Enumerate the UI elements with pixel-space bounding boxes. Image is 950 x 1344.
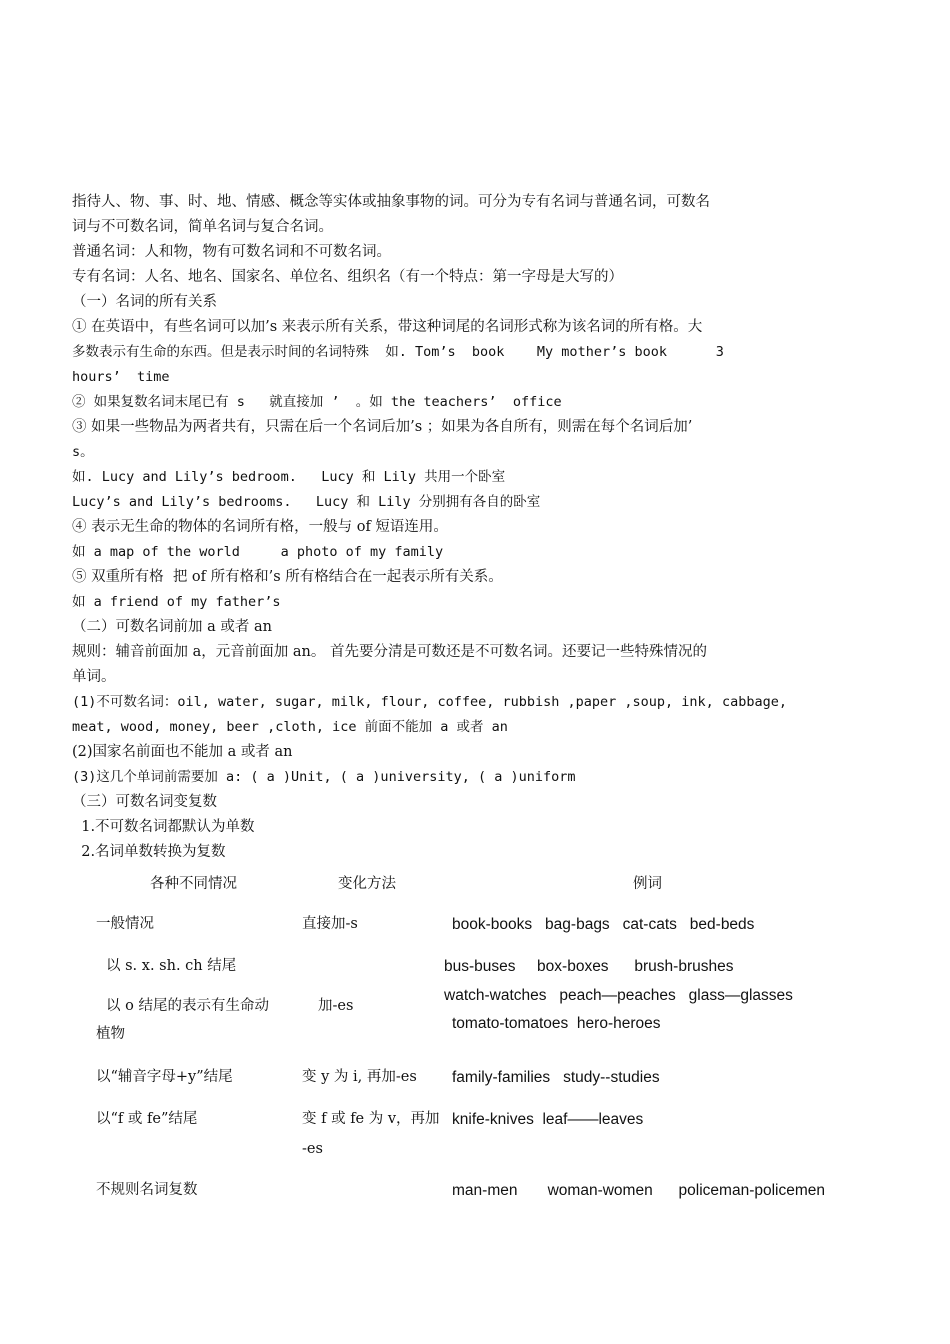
list-item: 2.名词单数转换为复数	[72, 844, 226, 860]
table-header-situation: 各种不同情况	[150, 876, 237, 892]
table-header-method: 变化方法	[338, 876, 396, 892]
table-cell-method: 变 y 为 i, 再加-es	[302, 1069, 417, 1085]
table-cell-situation: 不规则名词复数	[96, 1182, 198, 1198]
text-line: 普通名词：人和物，物有可数名词和不可数名词。	[72, 244, 391, 260]
table-cell-examples: man-men woman-women policeman-policemen	[452, 1182, 826, 1199]
table-cell-situation-cont: 植物	[96, 1026, 125, 1042]
table-cell-method-cont: -es	[302, 1141, 323, 1157]
text-line: ② 如果复数名词末尾已有 s 就直接加 ’ 。如 the teachers’ office	[72, 394, 562, 410]
table-cell-situation: 一般情况	[96, 916, 154, 932]
text-line: (1)不可数名词：oil, water, sugar, milk, flour, coffee, rubbish ,paper ,soup, ink, cabbage,	[72, 694, 787, 710]
text-line: ⑤ 双重所有格 把 of 所有格和’s 所有格结合在一起表示所有关系。	[72, 569, 503, 585]
section-heading: （三）可数名词变复数	[72, 794, 217, 810]
table-cell-situation: 以 s. x. sh. ch 结尾	[106, 958, 237, 974]
text-line: (2)国家名前面也不能加 a 或者 an	[72, 744, 293, 760]
table-cell-method: 加-es	[318, 998, 354, 1014]
text-line: ① 在英语中，有些名词可以加’s 来表示所有关系，带这种词尾的名词形式称为该名词的所有格。大	[72, 319, 703, 335]
table-cell-method: 变 f 或 fe 为 v，再加	[302, 1111, 440, 1127]
table-cell-situation: 以“f 或 fe”结尾	[96, 1111, 198, 1127]
table-cell-examples: book-books bag-bags cat-cats bed-beds	[452, 916, 755, 933]
text-line: s。	[72, 444, 94, 460]
text-line: 词与不可数名词，简单名词与复合名词。	[72, 219, 333, 235]
text-line: (3)这几个单词前需要加 a: ( a )Unit, ( a )university, ( a )uniform	[72, 769, 576, 785]
text-line: Lucy’s and Lily’s bedrooms. Lucy 和 Lily 分别拥有各自的卧室	[72, 494, 541, 510]
table-cell-situation: 以 o 结尾的表示有生命动	[106, 998, 269, 1014]
section-heading: （二）可数名词前加 a 或者 an	[72, 619, 272, 635]
table-header-examples: 例词	[633, 876, 662, 892]
text-line: 多数表示有生命的东西。但是表示时间的名词特殊 如. Tom’s book My mother’s book 3	[72, 344, 724, 360]
table-cell-method: 直接加-s	[302, 916, 358, 932]
text-line: 指待人、物、事、时、地、情感、概念等实体或抽象事物的词。可分为专有名词与普通名词，可数名	[72, 194, 710, 210]
text-line: 如 a map of the world a photo of my family	[72, 544, 444, 560]
text-line: 如. Lucy and Lily’s bedroom. Lucy 和 Lily 共用一个卧室	[72, 469, 506, 485]
text-line: 规则：辅音前面加 a，元音前面加 an。 首先要分清是可数还是不可数名词。还要记一些特殊情况的	[72, 644, 707, 660]
table-cell-examples-cont: tomato-tomatoes hero-heroes	[452, 1015, 661, 1032]
text-line: 专有名词：人名、地名、国家名、单位名、组织名（有一个特点：第一字母是大写的）	[72, 269, 623, 285]
table-cell-situation: 以“辅音字母+y”结尾	[96, 1069, 233, 1085]
text-line: 单词。	[72, 669, 116, 685]
text-line: 如 a friend of my father’s	[72, 594, 281, 610]
table-cell-examples: family-families study--studies	[452, 1069, 660, 1086]
text-line: ③ 如果一些物品为两者共有，只需在后一个名词后加’s ；如果为各自所有，则需在每个名词后加’	[72, 419, 693, 435]
table-cell-examples: bus-buses box-boxes brush-brushes	[444, 958, 734, 975]
text-line: ④ 表示无生命的物体的名词所有格，一般与 of 短语连用。	[72, 519, 448, 535]
text-line: hours’ time	[72, 369, 170, 385]
text-line: meat, wood, money, beer ,cloth, ice 前面不能加 a 或者 an	[72, 719, 508, 735]
table-cell-examples: watch-watches peach—peaches glass—glasses	[444, 987, 793, 1004]
table-cell-examples: knife-knives leaf——leaves	[452, 1111, 644, 1128]
list-item: 1.不可数名词都默认为单数	[72, 819, 255, 835]
section-heading: （一）名词的所有关系	[72, 294, 217, 310]
